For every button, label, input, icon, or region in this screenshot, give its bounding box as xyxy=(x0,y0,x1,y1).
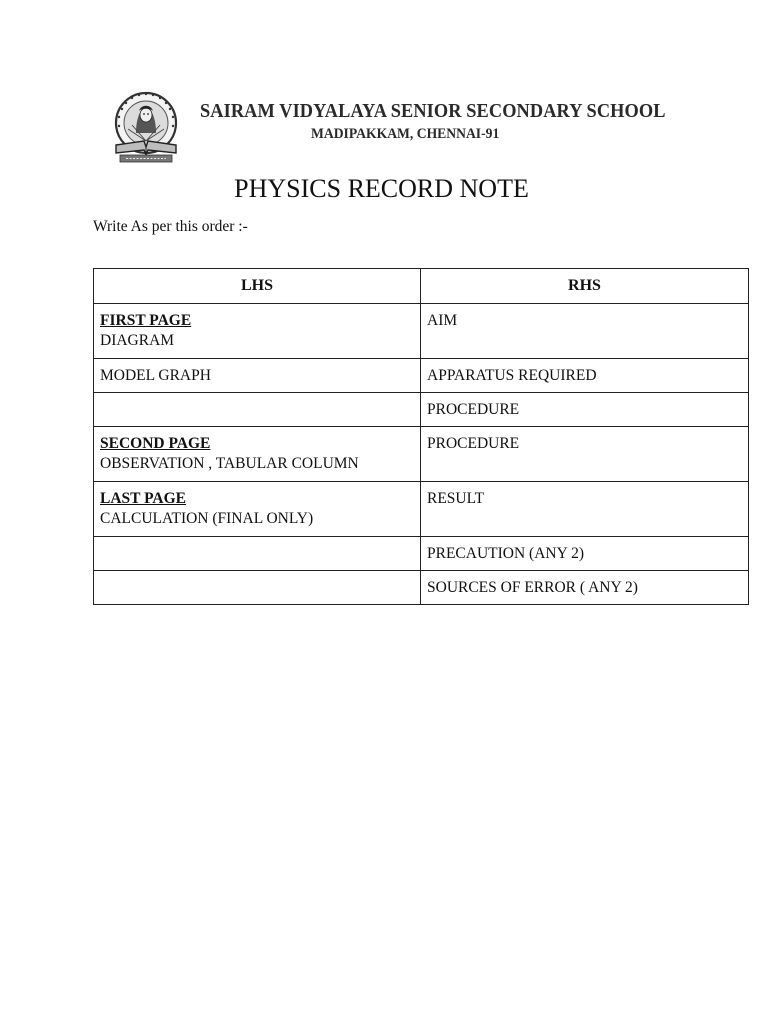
section-heading: SECOND PAGE xyxy=(100,435,211,452)
rhs-cell xyxy=(421,427,749,482)
rhs-cell xyxy=(421,304,749,359)
document-title: PHYSICS RECORD NOTE xyxy=(234,174,529,203)
lhs-cell xyxy=(94,359,421,393)
cell-text: OBSERVATION , TABULAR COLUMN xyxy=(100,455,359,472)
rhs-cell xyxy=(421,571,749,605)
cell-text: CALCULATION (FINAL ONLY) xyxy=(100,510,314,527)
lhs-cell xyxy=(94,482,421,537)
record-order-table xyxy=(93,268,749,605)
rhs-cell xyxy=(421,359,749,393)
cell-text: SOURCES OF ERROR ( ANY 2) xyxy=(427,579,638,596)
rhs-cell xyxy=(421,537,749,571)
table-row xyxy=(94,393,749,427)
cell-text: APPARATUS REQUIRED xyxy=(427,367,597,384)
table-row xyxy=(94,359,749,393)
cell-text: DIAGRAM xyxy=(100,332,175,349)
instruction-text: Write As per this order :- xyxy=(93,218,248,235)
table-row xyxy=(94,304,749,359)
school-emblem-icon xyxy=(106,89,186,165)
column-header-lhs: LHS xyxy=(94,269,421,304)
school-name: SAIRAM VIDYALAYA SENIOR SECONDARY SCHOOL xyxy=(200,101,666,122)
lhs-cell xyxy=(94,537,421,571)
section-heading: FIRST PAGE xyxy=(100,312,192,329)
table-row xyxy=(94,537,749,571)
table-row xyxy=(94,571,749,605)
rhs-cell xyxy=(421,482,749,537)
rhs-cell xyxy=(421,393,749,427)
cell-text: AIM xyxy=(427,312,458,329)
cell-text: PROCEDURE xyxy=(427,401,520,418)
lhs-cell xyxy=(94,304,421,359)
cell-text: PRECAUTION (ANY 2) xyxy=(427,545,584,562)
table-row xyxy=(94,482,749,537)
cell-text: PROCEDURE xyxy=(427,435,520,452)
cell-text: MODEL GRAPH xyxy=(100,367,211,384)
column-header-rhs: RHS xyxy=(421,269,749,304)
table-header-row xyxy=(94,269,749,304)
cell-text: RESULT xyxy=(427,490,485,507)
lhs-cell xyxy=(94,393,421,427)
lhs-cell xyxy=(94,571,421,605)
lhs-cell xyxy=(94,427,421,482)
table-row xyxy=(94,427,749,482)
school-address: MADIPAKKAM, CHENNAI-91 xyxy=(311,126,500,142)
section-heading: LAST PAGE xyxy=(100,490,186,507)
